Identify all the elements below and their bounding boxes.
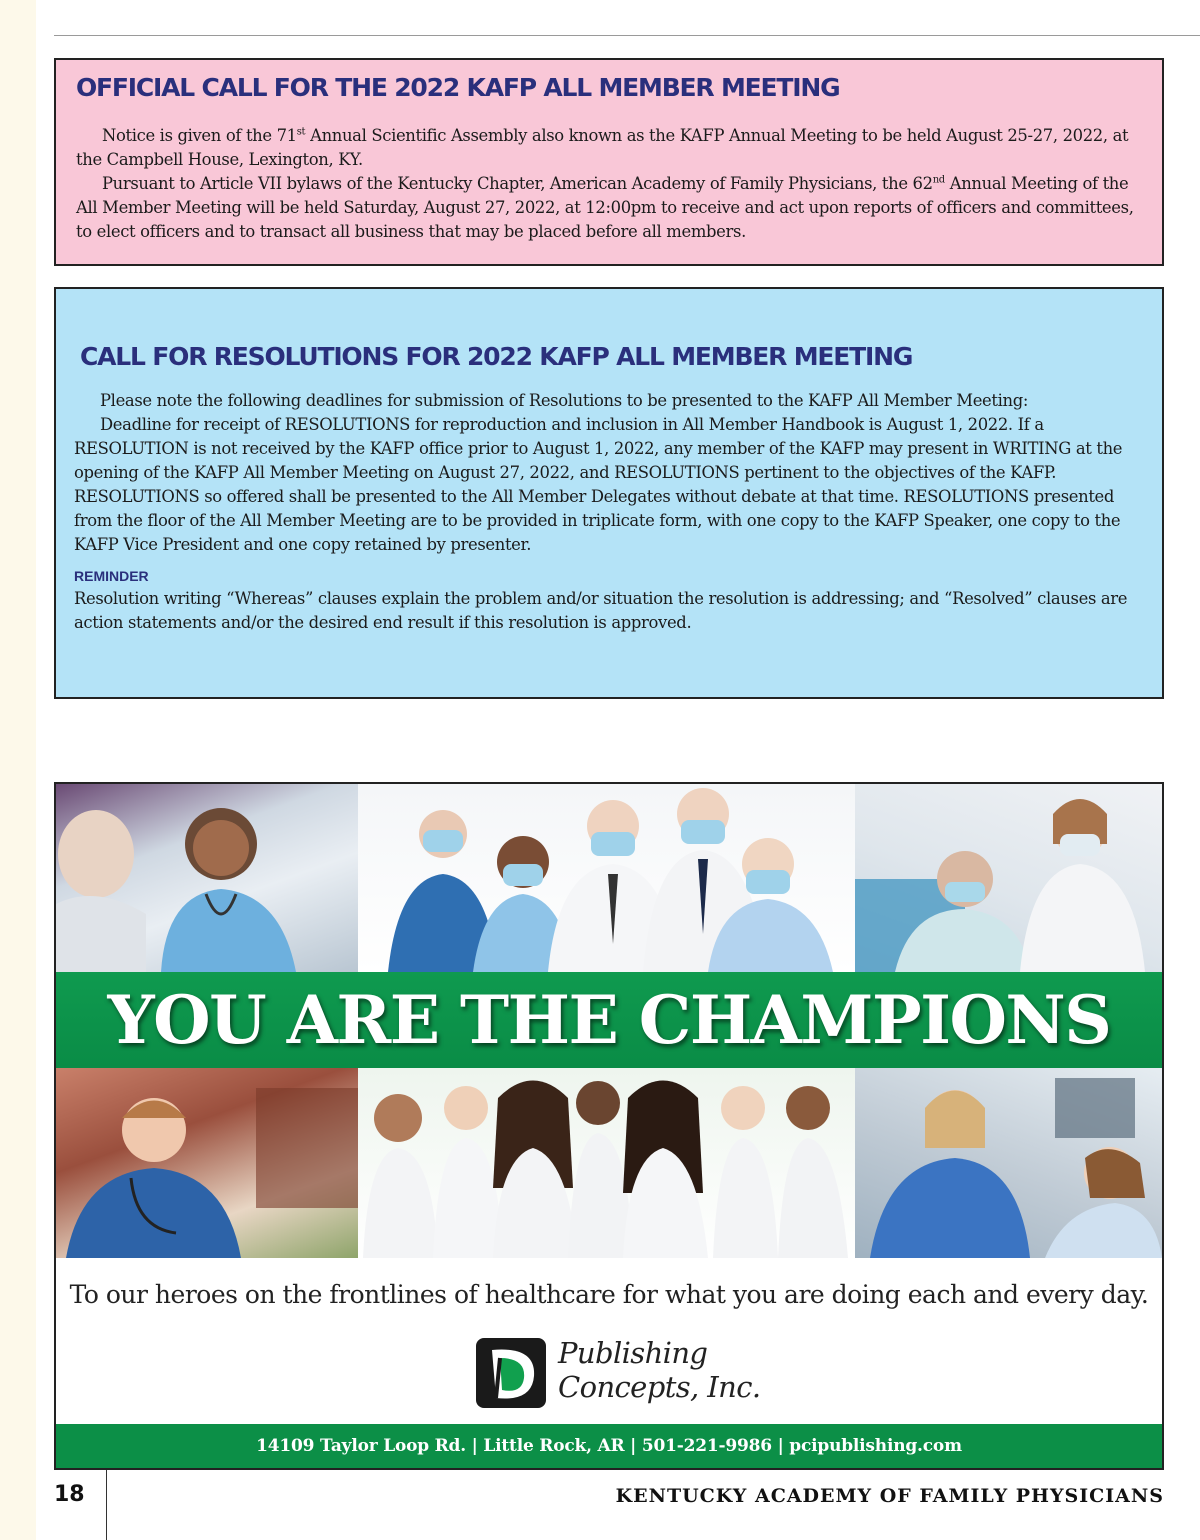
resolutions-box [54, 287, 1164, 699]
ad-address: 14109 Taylor Loop Rd. | Little Rock, AR | 501-221-9986 | pcipublishing.com [256, 1436, 962, 1456]
official-call-p1-text-b: Annual Scientific Assembly also known as the KAFP Annual Meeting to be held August 25-27, 2022, at the Campbell House, Lexington, KY. [76, 126, 1129, 169]
logo-line-1: Publishing [558, 1336, 708, 1370]
official-call-paragraph-2 [76, 172, 1144, 244]
official-call-p2-text-a: Pursuant to Article VII bylaws of the Kentucky Chapter, American Academy of Family Physicians, the 62 [102, 174, 933, 193]
top-rule [54, 35, 1200, 36]
address-bar [56, 1424, 1162, 1468]
reminder-label: REMINDER [74, 568, 149, 584]
masked-medical-team-photo [358, 784, 855, 972]
logo-line-2: Concepts, Inc. [558, 1370, 761, 1404]
nurse-caring-for-patient-photo [855, 1068, 1162, 1258]
resolutions-paragraph-2: Deadline for receipt of RESOLUTIONS for reproduction and inclusion in All Member Handbook is August 1, 2022. If a RESOLUTION is not received by the KAFP office prior to August 1, 2022, any member of the KAFP may present in WRITING at the opening of the KAFP All Member Meeting on August 27, 2022, and RESOLUTIONS pertinent to the objectives of the KAFP. RESOLUTIONS so offered shall be presented to the All Member Delegates without debate at that time. RESOLUTIONS presented from the floor of the All Member Meeting are to be provided in triplicate form, with one copy to the KAFP Speaker, one copy to the KAFP Vice President and one copy retained by presenter. [74, 415, 1123, 554]
page-margin-strip [0, 0, 36, 1540]
official-call-paragraph-1 [76, 124, 1144, 172]
doctor-with-masked-patient-photo [855, 784, 1162, 972]
publishing-concepts-logo [474, 1334, 774, 1412]
official-call-box [54, 58, 1164, 266]
resolutions-paragraph-1: Please note the following deadlines for submission of Resolutions to be presented to the KAFP All Member Meeting: [100, 391, 1029, 410]
official-call-p2-sup: nd [932, 174, 945, 186]
smiling-nurse-photo [56, 1068, 358, 1258]
footer-organization: KENTUCKY ACADEMY OF FAMILY PHYSICIANS [615, 1485, 1164, 1507]
official-call-p1-text-a: Notice is given of the 71 [102, 126, 297, 145]
official-call-title: OFFICIAL CALL FOR THE 2022 KAFP ALL MEMBER MEETING [76, 73, 840, 102]
headline-band [56, 972, 1162, 1068]
ad-photo-row-top [56, 784, 1162, 972]
doctors-group-photo [358, 1068, 855, 1258]
ad-tagline: To our heroes on the frontlines of healthcare for what you are doing each and every day. [69, 1280, 1149, 1309]
ad-photo-row-bottom [56, 1068, 1162, 1258]
official-call-p2-text-b: Annual Meeting of the All Member Meeting will be held Saturday, August 27, 2022, at 12:00pm to receive and act upon reports of officers and committees, to elect officers and to transact all business that may be placed before all members. [76, 174, 1134, 241]
page-number: 18 [54, 1482, 85, 1507]
nurse-with-patient-photo [56, 784, 358, 972]
publishing-concepts-logo-icon [474, 1336, 548, 1410]
champions-advertisement [54, 782, 1164, 1470]
logo-wordmark [558, 1336, 760, 1404]
reminder-text: Resolution writing “Whereas” clauses explain the problem and/or situation the resolution is addressing; and “Resolved” clauses are action statements and/or the desired end result if this resolution is approved. [74, 589, 1128, 632]
ad-headline: YOU ARE THE CHAMPIONS [107, 981, 1111, 1059]
footer-divider [106, 1470, 107, 1540]
resolutions-title: CALL FOR RESOLUTIONS FOR 2022 KAFP ALL MEMBER MEETING [80, 342, 913, 371]
official-call-p1-sup: st [296, 126, 306, 138]
